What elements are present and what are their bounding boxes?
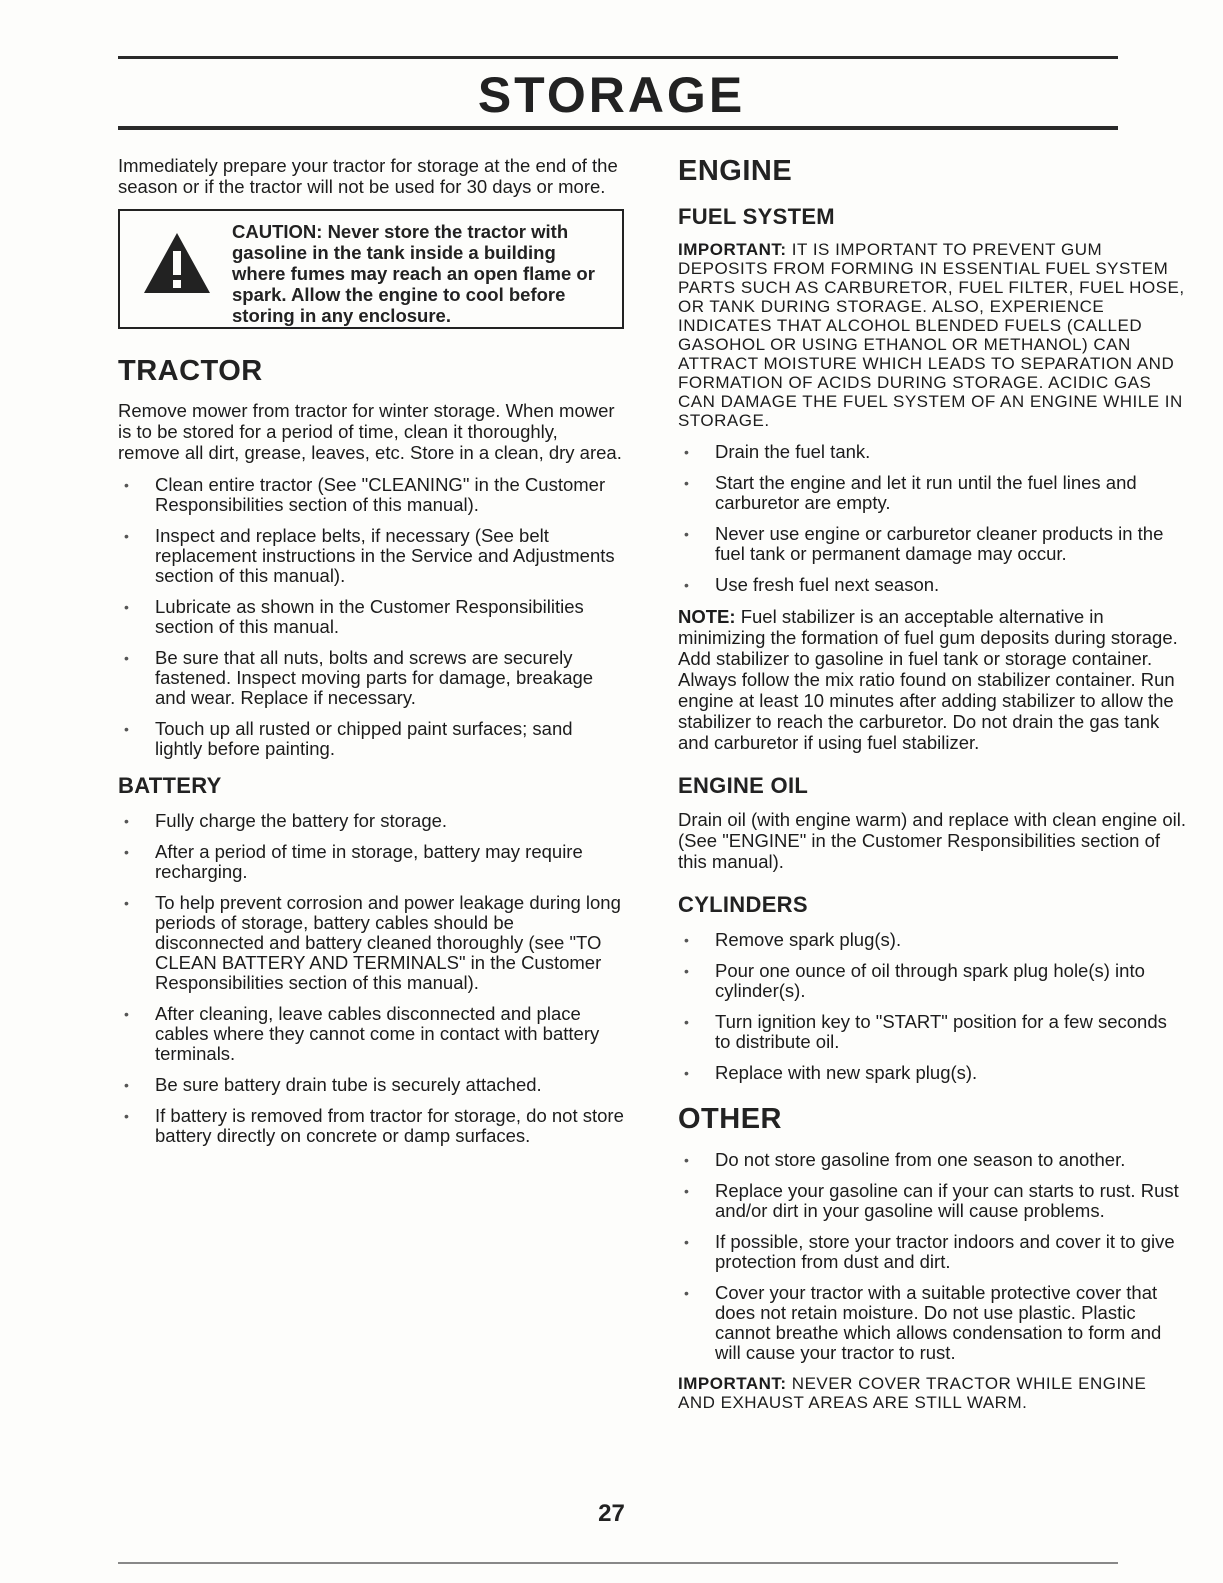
bullet-icon: •: [684, 1152, 689, 1168]
bullet-icon: •: [684, 577, 689, 593]
cylinders-list: [678, 930, 1186, 1083]
list-item: • Turn ignition key to "START" position for a few seconds to distribute oil.: [684, 1011, 1167, 1052]
fuel-system-heading: FUEL SYSTEM: [678, 204, 835, 229]
bullet-icon: •: [124, 650, 129, 666]
tractor-intro: Remove mower from tractor for winter storage. When mower is to be stored for a period of time, clean it thoroughly, remove all dirt, grease, leaves, etc. Store in a clean, dry area.: [118, 400, 622, 463]
list-item: • Lubricate as shown in the Customer Responsibilities section of this manual.: [124, 596, 584, 637]
bullet-icon: •: [124, 477, 129, 493]
list-item: • Start the engine and let it run until the fuel lines and carburetor are empty.: [684, 472, 1137, 513]
bullet-icon: •: [124, 599, 129, 615]
warning-triangle-icon: [142, 231, 212, 295]
cylinders-heading: CYLINDERS: [678, 892, 808, 917]
bullet-icon: •: [684, 1234, 689, 1250]
list-item: • Cover your tractor with a suitable protective cover that does not retain moisture. Do not use plastic. Plastic cannot breathe which allows condensation to form and will cause your tractor to rust.: [684, 1282, 1162, 1363]
list-item: • To help prevent corrosion and power leakage during long periods of storage, battery cables should be disconnected and battery cleaned thoroughly (see "TO CLEAN BATTERY AND TERMINALS" in the Customer Responsibilities section of this manual).: [124, 892, 621, 993]
bullet-icon: •: [684, 1285, 689, 1301]
left-column: [118, 155, 624, 1157]
bullet-icon: •: [124, 813, 129, 829]
list-item: • Inspect and replace belts, if necessary (See belt replacement instructions in the Service and Adjustments section of this manual).: [124, 525, 615, 586]
battery-list: [118, 811, 624, 1146]
important-label: IMPORTANT:: [678, 240, 787, 259]
bullet-icon: •: [124, 721, 129, 737]
list-item: • After a period of time in storage, battery may require recharging.: [124, 841, 583, 882]
list-item: • Replace your gasoline can if your can starts to rust. Rust and/or dirt in your gasoline will cause problems.: [684, 1180, 1179, 1221]
note-paragraph: NOTE: Fuel stabilizer is an acceptable alternative in minimizing the formation of fuel gum deposits during storage. Add stabilizer to gasoline in fuel tank or storage container. Always follow the mix ratio found on stabilizer container. Run engine at least 10 minutes after adding stabilizer to allow the stabilizer to reach the carburetor. Do not drain the gas tank and carburetor if using fuel stabilizer.: [678, 606, 1178, 753]
bullet-icon: •: [684, 1065, 689, 1081]
other-heading: OTHER: [678, 1103, 782, 1135]
bullet-icon: •: [124, 1077, 129, 1093]
footer-rule: [118, 1562, 1118, 1564]
bullet-icon: •: [684, 1183, 689, 1199]
engine-heading: ENGINE: [678, 155, 793, 187]
list-item: • If possible, store your tractor indoors and cover it to give protection from dust and dirt.: [684, 1231, 1175, 1272]
bullet-icon: •: [684, 444, 689, 460]
list-item: • Be sure that all nuts, bolts and screws are securely fastened. Inspect moving parts for damage, breakage and wear. Replace if necessary.: [124, 647, 594, 708]
list-item: • After cleaning, leave cables disconnected and place cables where they cannot come in contact with battery terminals.: [124, 1003, 600, 1064]
list-item: • Pour one ounce of oil through spark plug hole(s) into cylinder(s).: [684, 960, 1145, 1001]
caution-box: [118, 209, 624, 329]
engine-oil-paragraph: Drain oil (with engine warm) and replace with clean engine oil. (See "ENGINE" in the Customer Responsibilities section of this manual).: [678, 809, 1186, 872]
list-item: • Drain the fuel tank.: [684, 441, 871, 462]
fuel-list: [678, 442, 1186, 595]
page-title: STORAGE: [477, 67, 746, 123]
bullet-icon: •: [124, 844, 129, 860]
list-item: • Replace with new spark plug(s).: [684, 1062, 978, 1083]
bullet-icon: •: [124, 1006, 129, 1022]
caution-text: CAUTION: Never store the tractor with gasoline in the tank inside a building where fumes may reach an open flame or spark. Allow the engine to cool before storing in any enclosure.: [232, 221, 595, 326]
fuel-important-paragraph: IMPORTANT: IT IS IMPORTANT TO PREVENT GUM DEPOSITS FROM FORMING IN ESSENTIAL FUEL SYSTEM PARTS SUCH AS CARBURETOR, FUEL FILTER, FUEL HOSE, OR TANK DURING STORAGE. ALSO, EXPERIENCE INDICATES THAT ALCOHOL BLENDED FUELS (CALLED GASOHOL OR USING ETHANOL OR METHANOL) CAN ATTRACT MOISTURE WHICH LEADS TO SEPARATION AND FORMATION OF ACIDS DURING STORAGE. ACIDIC GAS CAN DAMAGE THE FUEL SYSTEM OF AN ENGINE WHILE IN STORAGE.: [678, 240, 1185, 430]
title-rule: [118, 126, 1118, 130]
intro-paragraph: Immediately prepare your tractor for storage at the end of the season or if the tractor will not be used for 30 days or more.: [118, 155, 618, 197]
top-rule: [118, 56, 1118, 59]
bullet-icon: •: [684, 526, 689, 542]
page-number: 27: [598, 1500, 625, 1527]
final-important-paragraph: IMPORTANT: NEVER COVER TRACTOR WHILE ENGINE AND EXHAUST AREAS ARE STILL WARM.: [678, 1374, 1147, 1412]
bullet-icon: •: [124, 528, 129, 544]
tractor-heading: TRACTOR: [118, 355, 263, 387]
bullet-icon: •: [684, 963, 689, 979]
battery-heading: BATTERY: [118, 773, 222, 798]
list-item: • If battery is removed from tractor for storage, do not store battery directly on concrete or damp surfaces.: [124, 1105, 624, 1146]
bullet-icon: •: [684, 475, 689, 491]
bullet-icon: •: [124, 895, 129, 911]
list-item: • Fully charge the battery for storage.: [124, 810, 448, 831]
list-item: • Use fresh fuel next season.: [684, 574, 940, 595]
note-label: NOTE:: [678, 606, 736, 627]
important-label: IMPORTANT:: [678, 1374, 787, 1393]
list-item: • Touch up all rusted or chipped paint surfaces; sand lightly before painting.: [124, 718, 573, 759]
list-item: • Be sure battery drain tube is securely attached.: [124, 1074, 542, 1095]
bullet-icon: •: [124, 1108, 129, 1124]
engine-oil-heading: ENGINE OIL: [678, 773, 809, 798]
bullet-icon: •: [684, 1014, 689, 1030]
right-column: [678, 155, 1186, 1412]
list-item: • Remove spark plug(s).: [684, 929, 902, 950]
list-item: • Clean entire tractor (See "CLEANING" in the Customer Responsibilities section of this manual).: [124, 474, 606, 515]
list-item: • Do not store gasoline from one season to another.: [684, 1149, 1126, 1170]
other-list: [678, 1150, 1186, 1363]
list-item: • Never use engine or carburetor cleaner products in the fuel tank or permanent damage may occur.: [684, 523, 1164, 564]
bullet-icon: •: [684, 932, 689, 948]
tractor-list: [118, 475, 624, 759]
